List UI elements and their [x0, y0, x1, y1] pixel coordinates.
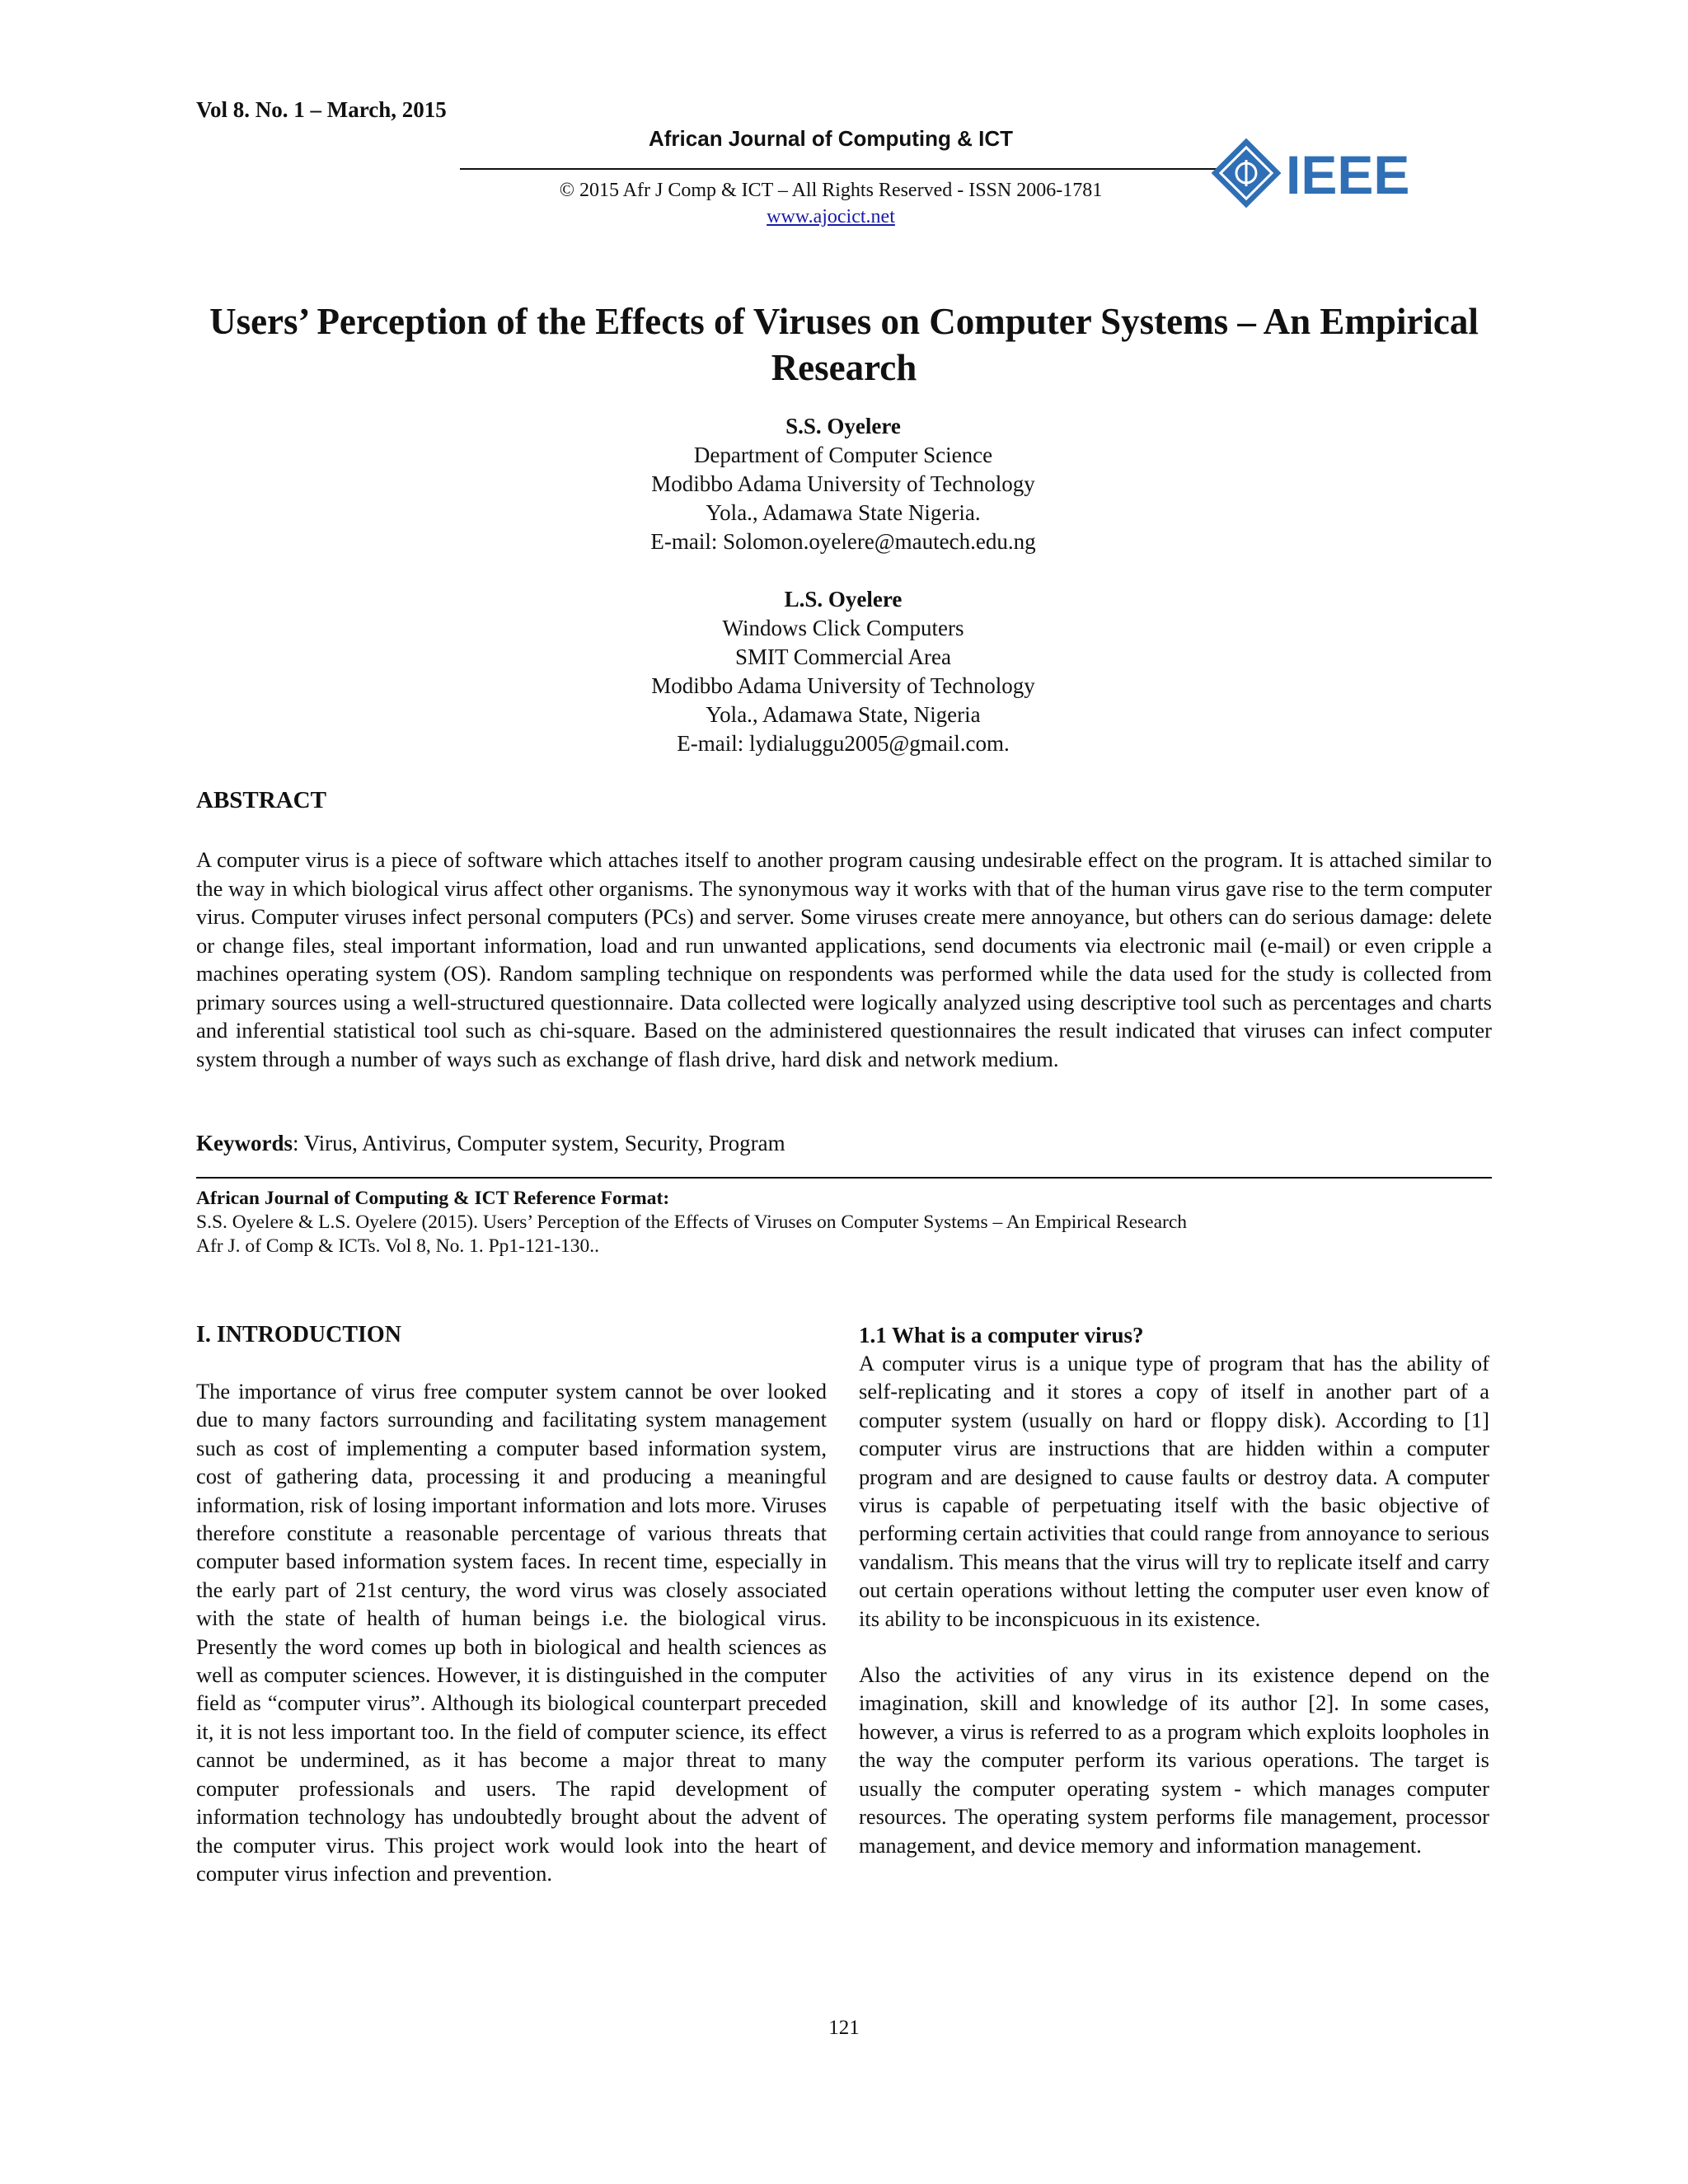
reference-title: African Journal of Computing & ICT Reference Format:	[196, 1188, 670, 1209]
keywords-text: : Virus, Antivirus, Computer system, Security, Program	[293, 1131, 785, 1155]
author-name: S.S. Oyelere	[785, 414, 901, 438]
author-affiliation: Yola., Adamawa State, Nigeria	[706, 702, 981, 727]
author-affiliation: Department of Computer Science	[693, 443, 993, 467]
subsection-paragraph-2: Also the activities of any virus in its existence depend on the imagination, skill and knowledge of its author [2]. In some cases, however, a virus is referred to as a program which exploits loopholes in the way the computer perform its various operations. The target is usually the computer operating system - which manages computer resources. The operating system performs file management, processor management, and device memory and information management.	[859, 1662, 1489, 1858]
right-column	[859, 1321, 1489, 1887]
keywords	[196, 1131, 1492, 1156]
author-affiliation: Yola., Adamawa State Nigeria.	[706, 500, 981, 525]
journal-url-link[interactable]: www.ajocict.net	[767, 206, 895, 227]
paper-title: Users’ Perception of the Effects of Viruses on Computer Systems – An Empirical Research	[209, 301, 1479, 388]
ieee-logo-text: IEEE	[1286, 144, 1409, 205]
author-affiliation: Modibbo Adama University of Technology	[651, 673, 1035, 698]
abstract-text: A computer virus is a piece of software which attaches itself to another program causing undesirable effect on the program. It is attached similar to the way in which biological virus affect other organisms. The synonymous way it works with that of the human virus gave rise to the term computer virus. Computer viruses infect personal computers (PCs) and server. Some viruses create mere annoyance, but others can do serious damage: delete or change files, steal important information, load and run unwanted applications, send documents via electronic mail (e-mail) or even cripple a machines operating system (OS). Random sampling technique on respondents was performed while the data used for the study is collected from primary sources using a well-structured questionnaire. Data collected were logically analyzed using descriptive tool such as percentages and charts and inferential statistical tool such as chi-square. Based on the administered questionnaires the result indicated that viruses can infect computer system through a number of ways such as exchange of flash drive, hard disk and network medium.	[196, 847, 1492, 1071]
author-name: L.S. Oyelere	[784, 587, 903, 612]
copyright-line: © 2015 Afr J Comp & ICT – All Rights Reserved - ISSN 2006-1781	[559, 180, 1103, 201]
reference-line: S.S. Oyelere & L.S. Oyelere (2015). Users’ Perception of the Effects of Viruses on Computer Systems – An Empirical Research	[196, 1212, 1188, 1233]
intro-heading: I. INTRODUCTION	[196, 1322, 401, 1347]
author-affiliation: Modibbo Adama University of Technology	[651, 471, 1035, 496]
intro-paragraph: The importance of virus free computer system cannot be over looked due to many factors surrounding and facilitating system management such as cost of implementing a computer based information system, cost of gathering data, processing it and producing a meaningful information, risk of losing important information and lots more. Viruses therefore constitute a reasonable percentage of various threats that computer based information system faces. In recent time, especially in the early part of 21st century, the word virus was closely associated with the state of health of human beings i.e. the biological virus. Presently the word comes up both in biological and health sciences as well as computer sciences. However, it is distinguished in the computer field as “computer virus”. Although its biological counterpart preceded it, it is not less important too. In the field of computer science, its effect cannot be undermined, as it has become a major threat to many computer professionals and users. The rapid development of information technology has undoubtedly brought about the advent of the computer virus. This project work would look into the heart of computer virus infection and prevention.	[196, 1379, 827, 1886]
author-block-1	[460, 412, 1226, 556]
author-affiliation: SMIT Commercial Area	[735, 644, 951, 669]
keywords-label: Keywords	[196, 1131, 293, 1155]
author-block-2	[460, 585, 1226, 758]
author-email: E-mail: lydialuggu2005@gmail.com.	[677, 731, 1010, 756]
author-affiliation: Windows Click Computers	[722, 616, 964, 640]
header-rule	[460, 168, 1235, 170]
volume-info: Vol 8. No. 1 – March, 2015	[196, 97, 447, 122]
page-number: 121	[828, 2017, 860, 2039]
abstract-heading: ABSTRACT	[196, 787, 326, 813]
reference-line: Afr J. of Comp & ICTs. Vol 8, No. 1. Pp1-121-130..	[196, 1235, 600, 1257]
reference-format	[196, 1187, 1492, 1258]
subsection-heading: 1.1 What is a computer virus?	[859, 1323, 1144, 1347]
author-email: E-mail: Solomon.oyelere@mautech.edu.ng	[650, 529, 1036, 554]
left-column	[196, 1321, 827, 1915]
journal-name: African Journal of Computing & ICT	[649, 126, 1013, 151]
journal-url	[460, 206, 1202, 228]
ieee-logo-icon	[1212, 136, 1409, 210]
subsection-paragraph-1: A computer virus is a unique type of program that has the ability of self-replicating and it stores a copy of itself in another part of a computer system (usually on hard or floppy disk). According to [1] computer virus are instructions that are hidden within a computer program and are designed to cause faults or destroy data. A computer virus is capable of perpetuating itself with the basic objective of performing certain activities that could range from annoyance to serious vandalism. This means that the virus will try to replicate itself and carry out certain operations without letting the computer user even know of its ability to be inconspicuous in its existence.	[859, 1351, 1489, 1631]
reference-rule	[196, 1177, 1492, 1179]
